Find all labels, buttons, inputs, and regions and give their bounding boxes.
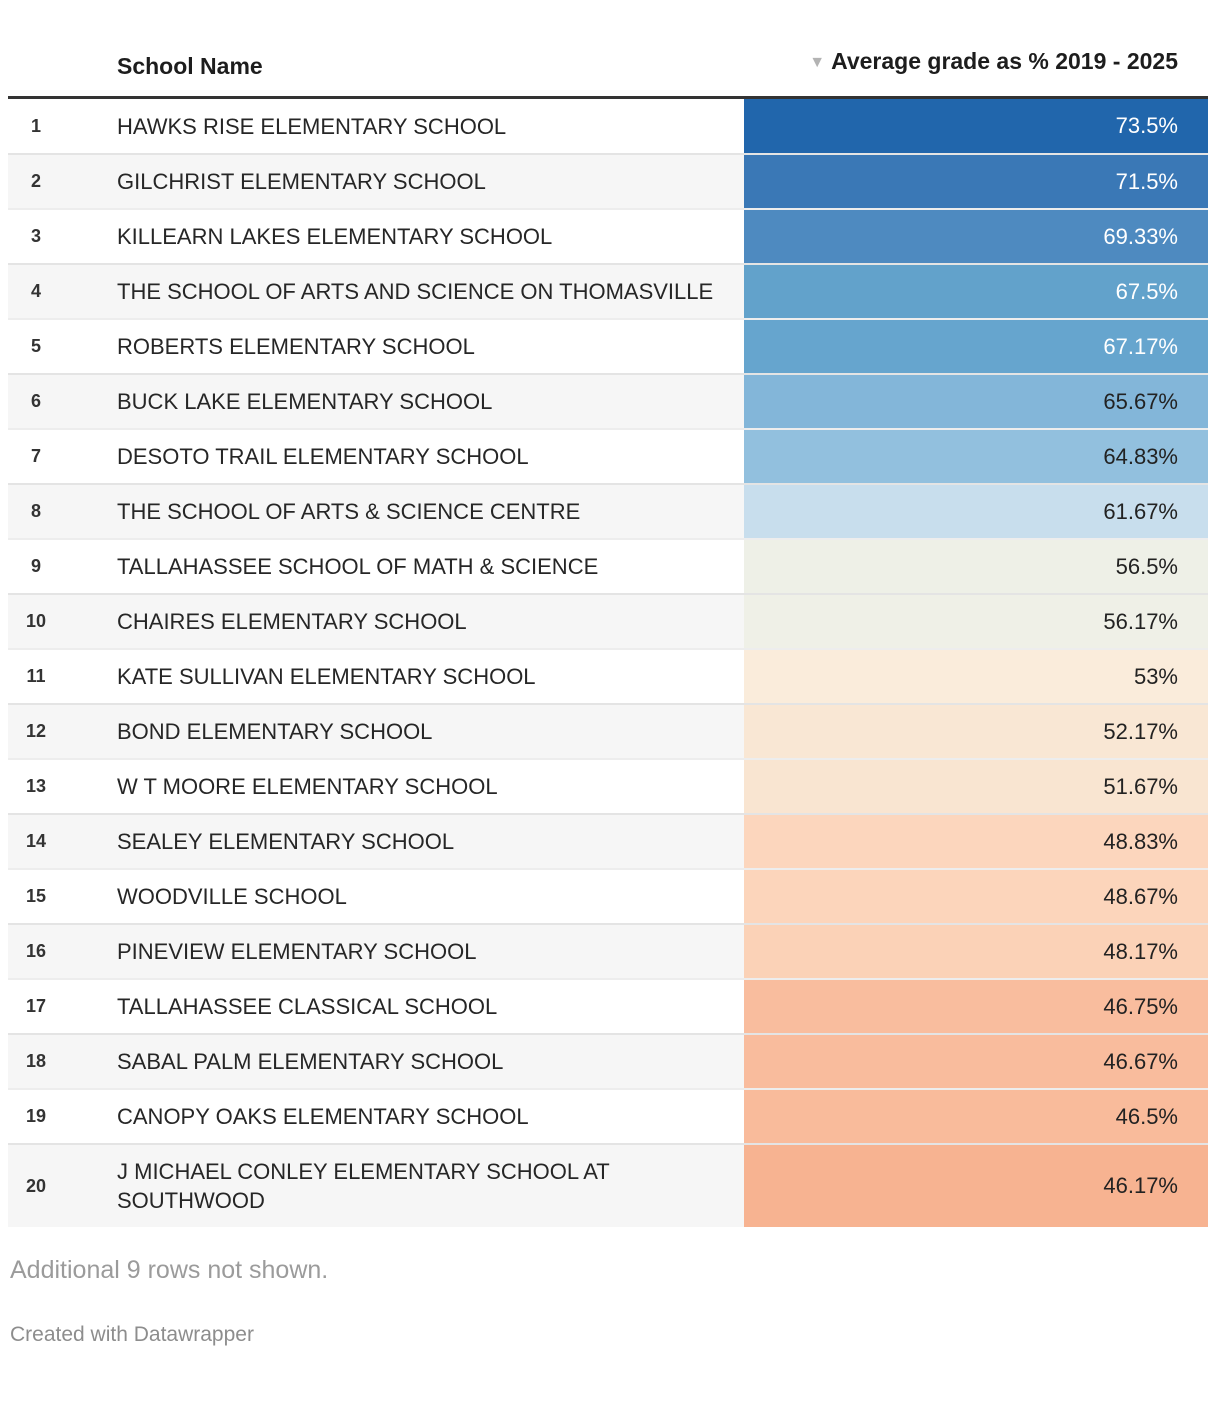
table-row <box>8 593 1208 648</box>
row-rank: 18 <box>25 1051 47 1071</box>
school-name-cell: W T MOORE ELEMENTARY SCHOOL <box>117 774 498 799</box>
table-row <box>8 263 1208 318</box>
table-row <box>8 703 1208 758</box>
grade-value-cell: 48.17% <box>744 925 1208 978</box>
grade-value-cell: 73.5% <box>744 99 1208 153</box>
rows-not-shown-note: Additional 9 rows not shown. <box>10 1256 329 1284</box>
table-row <box>8 208 1208 263</box>
grade-value-cell: 61.67% <box>744 485 1208 538</box>
school-name-cell: BOND ELEMENTARY SCHOOL <box>117 719 433 744</box>
table-row <box>8 1033 1208 1088</box>
grade-value-cell: 56.5% <box>744 540 1208 593</box>
row-rank: 7 <box>30 446 41 466</box>
table-row <box>8 648 1208 703</box>
table-body <box>8 99 1208 1227</box>
row-rank: 5 <box>30 336 41 356</box>
grade-value-cell: 56.17% <box>744 595 1208 648</box>
table-row <box>8 538 1208 593</box>
grade-value-cell: 64.83% <box>744 430 1208 483</box>
grade-value-cell: 67.5% <box>744 265 1208 318</box>
grade-value-cell: 48.67% <box>744 870 1208 923</box>
grade-value-cell: 46.67% <box>744 1035 1208 1088</box>
row-rank: 4 <box>30 281 41 301</box>
datawrapper-credit-link[interactable]: Created with Datawrapper <box>10 1323 254 1346</box>
table-row <box>8 99 1208 153</box>
school-name-cell: CANOPY OAKS ELEMENTARY SCHOOL <box>117 1104 529 1129</box>
column-header-average-grade[interactable] <box>744 46 1208 80</box>
table-row <box>8 758 1208 813</box>
column-header-school-name[interactable]: School Name <box>117 53 263 79</box>
table-row <box>8 428 1208 483</box>
school-name-cell: GILCHRIST ELEMENTARY SCHOOL <box>117 169 486 194</box>
school-name-cell: HAWKS RISE ELEMENTARY SCHOOL <box>117 113 507 139</box>
grade-value-cell: 46.17% <box>744 1145 1208 1227</box>
sort-descending-icon: ▼ <box>809 54 826 71</box>
school-name-cell: CHAIRES ELEMENTARY SCHOOL <box>117 609 467 634</box>
table-row <box>8 483 1208 538</box>
grade-value-cell: 69.33% <box>744 210 1208 263</box>
school-name-cell: KATE SULLIVAN ELEMENTARY SCHOOL <box>117 664 536 689</box>
row-rank: 20 <box>25 1175 47 1196</box>
school-grades-table <box>8 0 1208 1227</box>
table-row <box>8 1143 1208 1227</box>
row-rank: 15 <box>25 886 47 906</box>
row-rank: 13 <box>25 776 47 796</box>
table-row <box>8 923 1208 978</box>
table-row <box>8 978 1208 1033</box>
school-name-cell: THE SCHOOL OF ARTS AND SCIENCE ON THOMASVILLE <box>117 279 714 304</box>
grade-value-cell: 65.67% <box>744 375 1208 428</box>
row-rank: 3 <box>30 226 41 246</box>
school-name-cell: KILLEARN LAKES ELEMENTARY SCHOOL <box>117 224 553 249</box>
grade-value-cell: 46.75% <box>744 980 1208 1033</box>
table-header-row <box>8 0 1208 99</box>
school-name-cell: WOODVILLE SCHOOL <box>117 884 347 909</box>
row-rank: 9 <box>30 556 41 576</box>
column-header-average-grade-label: Average grade as % 2019 - 2025 <box>831 48 1178 74</box>
row-rank: 14 <box>25 831 47 851</box>
school-name-cell: J MICHAEL CONLEY ELEMENTARY SCHOOL AT SOUTHWOOD <box>117 1159 610 1213</box>
row-rank: 6 <box>30 391 41 411</box>
school-name-cell: DESOTO TRAIL ELEMENTARY SCHOOL <box>117 444 529 469</box>
table-row <box>8 153 1208 208</box>
row-rank: 2 <box>30 171 41 191</box>
school-name-cell: ROBERTS ELEMENTARY SCHOOL <box>117 334 475 359</box>
row-rank: 12 <box>25 721 47 741</box>
row-rank: 19 <box>25 1106 47 1126</box>
school-name-cell: SEALEY ELEMENTARY SCHOOL <box>117 829 455 854</box>
table-row <box>8 373 1208 428</box>
school-name-cell: PINEVIEW ELEMENTARY SCHOOL <box>117 939 477 964</box>
school-name-cell: TALLAHASSEE CLASSICAL SCHOOL <box>117 994 498 1019</box>
grade-value-cell: 51.67% <box>744 760 1208 813</box>
row-rank: 11 <box>26 666 46 686</box>
table-row <box>8 318 1208 373</box>
school-name-cell: THE SCHOOL OF ARTS & SCIENCE CENTRE <box>117 499 581 524</box>
grade-value-cell: 53% <box>744 650 1208 703</box>
row-rank: 1 <box>30 115 41 136</box>
row-rank: 17 <box>25 996 47 1016</box>
grade-value-cell: 48.83% <box>744 815 1208 868</box>
table-row <box>8 868 1208 923</box>
grade-value-cell: 71.5% <box>744 155 1208 208</box>
school-name-cell: BUCK LAKE ELEMENTARY SCHOOL <box>117 389 493 414</box>
grade-value-cell: 67.17% <box>744 320 1208 373</box>
school-name-cell: SABAL PALM ELEMENTARY SCHOOL <box>117 1049 504 1074</box>
row-rank: 8 <box>30 501 41 521</box>
row-rank: 10 <box>25 611 47 631</box>
table-row <box>8 1088 1208 1143</box>
row-rank: 16 <box>25 941 47 961</box>
grade-value-cell: 52.17% <box>744 705 1208 758</box>
school-name-cell: TALLAHASSEE SCHOOL OF MATH & SCIENCE <box>117 554 599 579</box>
grade-value-cell: 46.5% <box>744 1090 1208 1143</box>
table-row <box>8 813 1208 868</box>
